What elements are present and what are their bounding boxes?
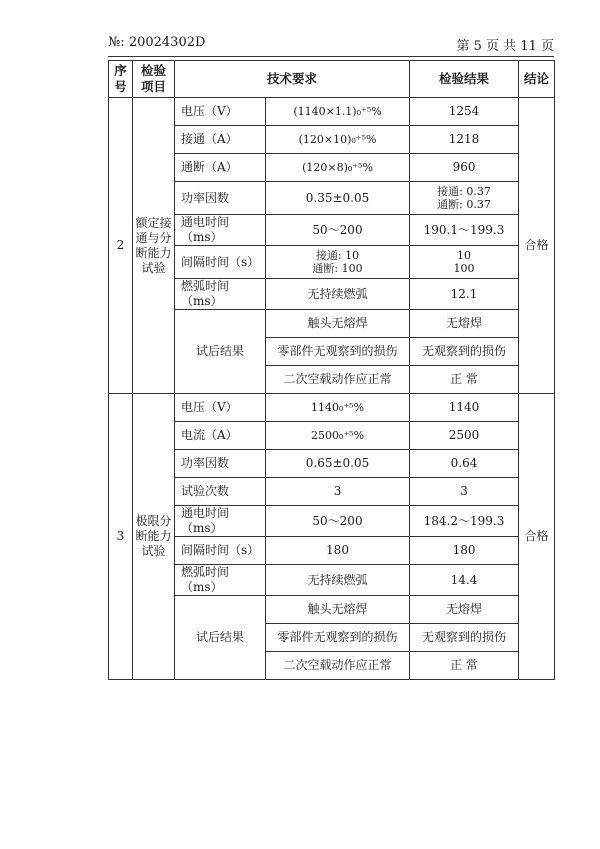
requirement-value: 二次空载动作应正常 <box>266 366 410 394</box>
table-row <box>109 246 555 279</box>
requirement-value: 触头无熔焊 <box>266 596 410 624</box>
param-label: 通电时间（ms） <box>175 215 266 246</box>
result-value <box>410 182 519 215</box>
param-label: 通断（A） <box>175 154 266 182</box>
table-row <box>109 98 555 126</box>
requirement-value: 无持续燃弧 <box>266 565 410 596</box>
sec3-conclusion: 合格 <box>519 394 555 680</box>
table-row <box>109 450 555 478</box>
param-label: 电流（A） <box>175 422 266 450</box>
sec2-item: 额定接通与分断能力试验 <box>133 98 175 394</box>
sec2-number: 2 <box>109 98 133 394</box>
requirement-value <box>266 246 410 279</box>
param-label: 间隔时间（s） <box>175 537 266 565</box>
table-row <box>109 506 555 537</box>
requirement-value: 50～200 <box>266 506 410 537</box>
result-close: 10 <box>457 249 472 262</box>
param-label: 间隔时间（s） <box>175 246 266 279</box>
result-value <box>410 246 519 279</box>
param-label: 功率因数 <box>175 450 266 478</box>
page-info: 第 5 页 共 11 页 <box>456 39 554 54</box>
sec3-item: 极限分断能力试验 <box>133 394 175 680</box>
result-value: 12.1 <box>410 279 519 310</box>
param-label: 功率因数 <box>175 182 266 215</box>
requirement-value: (1140×1.1)₀⁺⁵% <box>266 98 410 126</box>
result-value: 无熔焊 <box>410 596 519 624</box>
requirement-value: 零部件无观察到的损伤 <box>266 624 410 652</box>
requirement-value: 50～200 <box>266 215 410 246</box>
requirement-value: 2500₀⁺⁵% <box>266 422 410 450</box>
sec2-conclusion: 合格 <box>519 98 555 394</box>
param-label: 燃弧时间（ms） <box>175 565 266 596</box>
table-row <box>109 182 555 215</box>
table-row <box>109 279 555 310</box>
col-header-item: 检验项目 <box>133 61 175 98</box>
param-label: 燃弧时间（ms） <box>175 279 266 310</box>
requirement-value: 无持续燃弧 <box>266 279 410 310</box>
result-value: 无观察到的损伤 <box>410 624 519 652</box>
result-value: 1140 <box>410 394 519 422</box>
col-header-no: 序号 <box>109 61 133 98</box>
col-header-result: 检验结果 <box>410 61 519 98</box>
requirement-value: 0.65±0.05 <box>266 450 410 478</box>
col-header-conclusion: 结论 <box>519 61 555 98</box>
result-value: 1254 <box>410 98 519 126</box>
result-value: 184.2～199.3 <box>410 506 519 537</box>
requirement-value: (120×10)₀⁺⁵% <box>266 126 410 154</box>
table-row <box>109 310 555 338</box>
result-value: 正 常 <box>410 366 519 394</box>
table-row <box>109 422 555 450</box>
result-value: 190.1～199.3 <box>410 215 519 246</box>
result-value: 180 <box>410 537 519 565</box>
table-row <box>109 565 555 596</box>
result-value: 0.64 <box>410 450 519 478</box>
requirement-value: 触头无熔焊 <box>266 310 410 338</box>
post-test-label: 试后结果 <box>175 596 266 680</box>
param-label: 接通（A） <box>175 126 266 154</box>
result-break: 通断: 0.37 <box>437 198 491 211</box>
param-label: 试验次数 <box>175 478 266 506</box>
table-row <box>109 478 555 506</box>
result-value: 2500 <box>410 422 519 450</box>
report-number: №: 20024302D <box>108 35 206 50</box>
table-row <box>109 154 555 182</box>
table-row <box>109 596 555 624</box>
requirement-value: 0.35±0.05 <box>266 182 410 215</box>
param-label: 电压（V） <box>175 98 266 126</box>
requirement-value: (120×8)₀⁺⁵% <box>266 154 410 182</box>
requirement-close: 接通: 10 <box>315 249 360 262</box>
table-row <box>109 394 555 422</box>
param-label: 通电时间（ms） <box>175 506 266 537</box>
result-value: 960 <box>410 154 519 182</box>
result-value: 无熔焊 <box>410 310 519 338</box>
inspection-table <box>108 60 555 680</box>
result-break: 100 <box>453 262 475 275</box>
requirement-value: 1140₀⁺⁵% <box>266 394 410 422</box>
header-rule <box>108 56 554 57</box>
requirement-value: 零部件无观察到的损伤 <box>266 338 410 366</box>
result-value: 1218 <box>410 126 519 154</box>
result-close: 接通: 0.37 <box>437 185 491 198</box>
requirement-value: 180 <box>266 537 410 565</box>
post-test-label: 试后结果 <box>175 310 266 394</box>
sec3-number: 3 <box>109 394 133 680</box>
result-value: 正 常 <box>410 652 519 680</box>
requirement-break: 通断: 100 <box>312 262 363 275</box>
result-value: 3 <box>410 478 519 506</box>
table-row <box>109 537 555 565</box>
result-value: 14.4 <box>410 565 519 596</box>
param-label: 电压（V） <box>175 394 266 422</box>
table-row <box>109 215 555 246</box>
requirement-value: 3 <box>266 478 410 506</box>
result-value: 无观察到的损伤 <box>410 338 519 366</box>
col-header-requirement: 技术要求 <box>175 61 410 98</box>
table-row <box>109 126 555 154</box>
requirement-value: 二次空载动作应正常 <box>266 652 410 680</box>
table-header-row <box>109 61 555 98</box>
